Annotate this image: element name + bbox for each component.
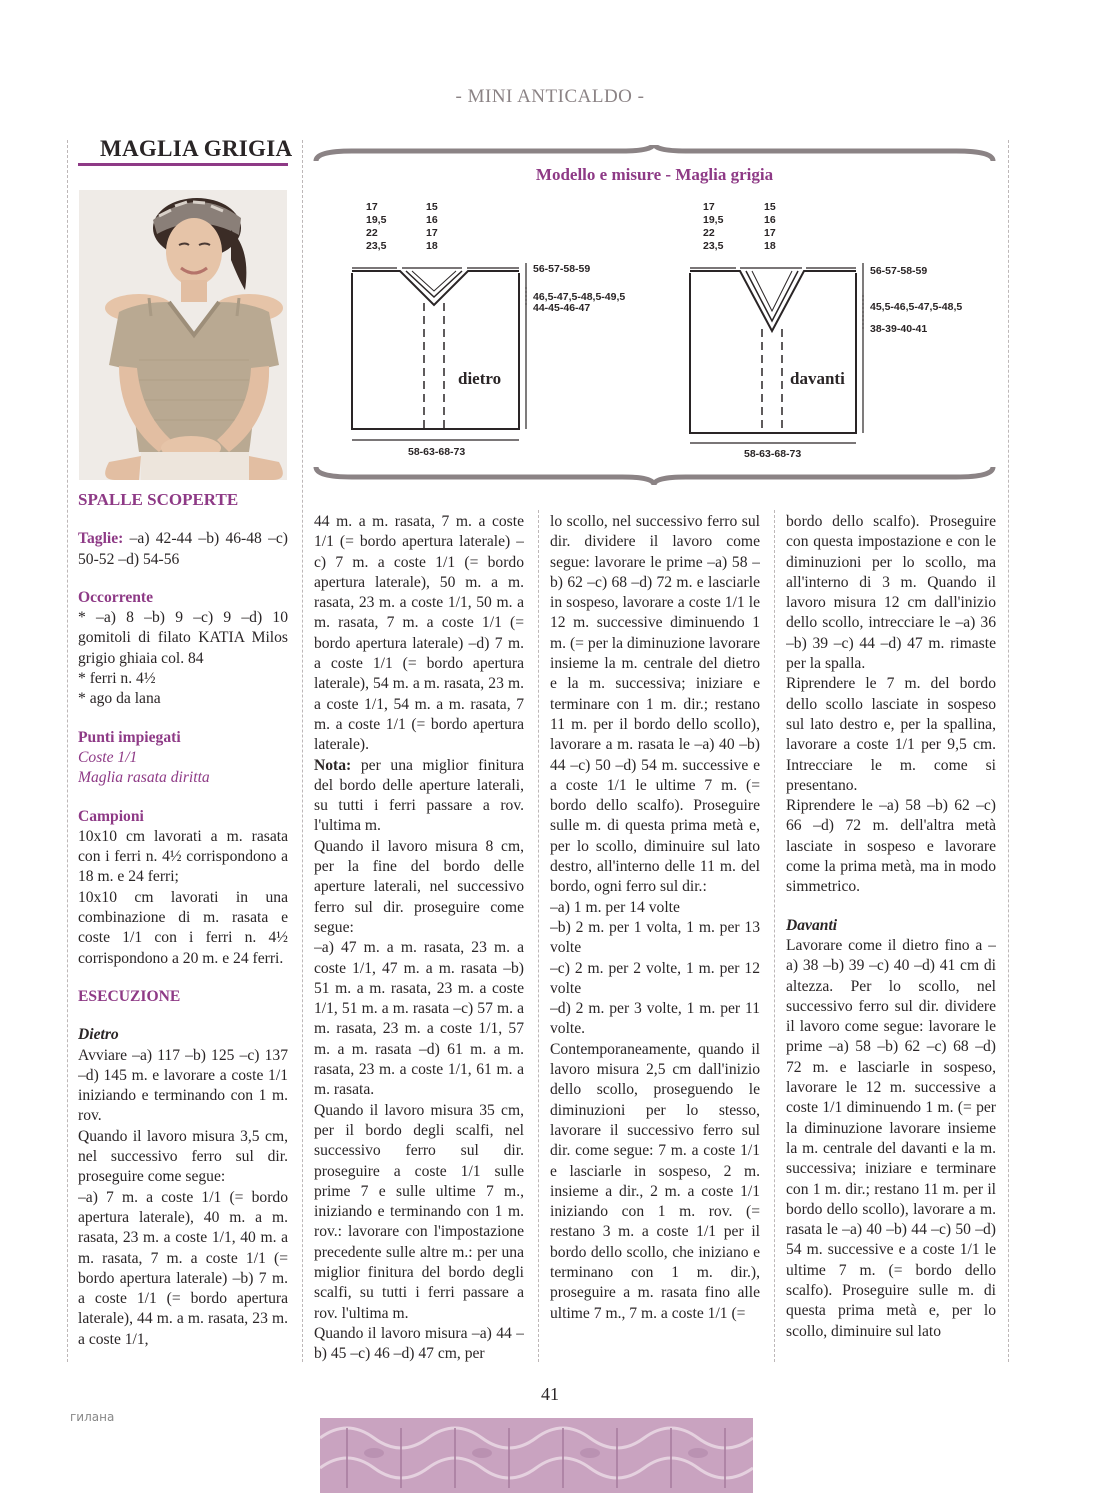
front-shoulder-3: 22 — [703, 227, 715, 239]
back-shoulder-4: 23,5 — [366, 240, 387, 252]
text-column-1 — [78, 490, 288, 1370]
page-header: - MINI ANTICALDO - — [455, 86, 645, 107]
occorrente-heading: Occorrente — [78, 588, 154, 606]
front-bottom-measure: 58-63-68-73 — [744, 448, 802, 460]
occorrente-item: * ferri n. 4½ — [78, 670, 156, 688]
paragraph: Lavorare come il dietro fino a –a) 38 –b) 39 –c) 40 –d) 41 cm di altezza. Per lo scollo, nel successivo ferro sul dir. dividere il lavoro come segue: lavorare le prime –a) 58 –b) 62 –c) 68 –d) 72 m. e lasciarle in sospeso, lavorare le 12 m. successive a coste 1/1 diminuendo 1 m. (= per la diminuzione lavorare insieme la m. centrale del davanti e la m. successiva; iniziare e terminare con 1 m. dir.; restano 11 m. per il bordo dello scollo), lavorare a m. rasata le –a) 40 –b) 44 –c) 50 –d) 54 m. successive e a coste 1/1 le ultime 7 m. (= bordo dello scalfo). Proseguire sulle m. di questa prima metà e, per lo scollo, diminuire sul lato — [786, 936, 996, 1340]
paragraph: –d) 2 m. per 3 volte, 1 m. per 11 volte. — [550, 1000, 760, 1038]
text-column-2 — [314, 512, 524, 1364]
paragraph: Riprendere le 7 m. del bordo dello scollo lasciate in sospeso sul lato destro e, per la spallina, lavorare a coste 1/1 per 9,5 cm. Intrecciare le m. come si presentano. — [786, 675, 996, 794]
column-rule — [538, 510, 539, 1362]
back-neck-2: 16 — [426, 214, 438, 226]
sizes-text: –a) 42-44 –b) 46-48 –c) 50-52 –d) 54-56 — [78, 530, 288, 568]
paragraph: –b) 2 m. per 1 volta, 1 m. per 13 volte — [550, 918, 760, 957]
occorrente-item: * –a) 8 –b) 9 –c) 9 –d) 10 gomitoli di filato KATIA Milos grigio ghiaia col. 84 — [78, 609, 288, 667]
paragraph: –c) 2 m. per 2 volte, 1 m. per 12 volte — [550, 959, 760, 997]
davanti-heading: Davanti — [786, 916, 838, 934]
back-top-measure: 56-57-58-59 — [533, 263, 591, 275]
column-rule — [67, 140, 68, 1362]
page-number: 41 — [541, 1384, 559, 1404]
paragraph: Quando il lavoro misura 8 cm, per la fine del bordo delle aperture laterali, nel successivo ferro sul dir. proseguire come segue: — [314, 837, 524, 936]
frame-bottom — [316, 467, 993, 485]
back-piece — [352, 201, 625, 458]
paragraph: bordo dello scalfo). Proseguire con questa impostazione e con le diminuzioni per lo scollo, ma all'interno di 3 m. Quando il lavoro misura 12 cm dall'inizio dello scollo, intrecciare le –a) 36 –b) 39 –c) 44 –d) 47 m. rimaste per la spalla. — [786, 513, 996, 673]
article-title: MAGLIA GRIGIA — [100, 136, 293, 161]
paragraph: Contemporaneamente, quando il lavoro misura 2,5 cm dall'inizio dello scollo, proseguendo le diminuzioni per lo stesso, lavorare il successivo ferro sul dir. come segue: 7 m. a coste 1/1 e lasciarle in sospeso, 2 m. insieme a dir., 2 m. a coste 1/1 iniziando con 1 m. rov. (= restano 3 m. a coste 1/1 per il bordo dello scollo, che iniziano e terminano con 1 m. dir.), proseguire a m. rasata fino alle ultime 7 m., 7 m. a coste 1/1 (= — [550, 1040, 760, 1322]
back-label: dietro — [458, 369, 502, 388]
knit-swatch-image — [320, 1418, 753, 1493]
watermark-text: гилана — [70, 1410, 115, 1424]
esecuzione-heading: ESECUZIONE — [78, 987, 181, 1005]
front-top-measure: 56-57-58-59 — [870, 265, 928, 277]
campioni-heading: Campioni — [78, 807, 144, 825]
front-shoulder-2: 19,5 — [703, 214, 724, 226]
front-piece — [690, 201, 962, 460]
front-side-measure-2: 38-39-40-41 — [870, 323, 928, 335]
text-column-3 — [550, 512, 760, 1364]
paragraph: lo scollo, nel successivo ferro sul dir. dividere il lavoro come segue: lavorare le prime –a) 58 –b) 62 –c) 68 –d) 72 m. e lasciarle in sospeso, lavorare a coste 1/1 le 12 m. successive diminuendo 1 m. (= per la diminuzione lavorare insieme la m. centrale del dietro e la m. successiva; iniziare e terminare con 1 m. dir.; restano 11 m. per il bordo dello scollo), lavorare a m. rasata le –a) 40 –b) 44 –c) 50 –d) 54 m. successive e a coste 1/1 le ultime 7 m. (= bordo dello scalfo). Proseguire sulle m. di questa prima metà e, per lo scollo, diminuire sul lato destro, all'interno delle 11 m. del bordo, ogni ferro sul dir.: — [550, 513, 760, 896]
front-neck-3: 17 — [764, 227, 776, 239]
front-neck-2: 16 — [764, 214, 776, 226]
column-rule — [302, 140, 303, 1362]
campioni-text: 10x10 cm lavorati a m. rasata con i ferri n. 4½ corrispondono a 18 m. e 24 ferri; — [78, 827, 288, 886]
dietro-text: Avviare –a) 117 –b) 125 –c) 137 –d) 145 m. e lavorare a coste 1/1 iniziando e terminando con 1 m. rov. — [78, 1046, 288, 1125]
punti-item: Coste 1/1 — [78, 748, 138, 766]
front-neck-1: 15 — [764, 201, 776, 213]
nota-label: Nota: — [314, 756, 352, 774]
back-neck-4: 18 — [426, 240, 438, 252]
back-shoulder-1: 17 — [366, 201, 378, 213]
punti-item: Maglia rasata diritta — [78, 769, 210, 787]
dietro-text: Quando il lavoro misura 3,5 cm, nel successivo ferro sul dir. proseguire come segue: — [78, 1127, 288, 1186]
paragraph: –a) 47 m. a m. rasata, 23 m. a coste 1/1, 47 m. a m. rasata –b) 51 m. a m. rasata, 23 m. a coste 1/1, 51 m. a m. rasata –c) 57 m. a m. rasata, 23 m. a coste 1/1, 57 m. a m. rasata –d) 61 m. a m. rasata, 23 m. a coste 1/1, 61 m. a m. rasata. — [314, 939, 524, 1099]
paragraph: Riprendere le –a) 58 –b) 62 –c) 66 –d) 72 m. dell'altra metà lasciate in sospeso e lavorare come la prima metà, ma in modo simmetrico. — [786, 797, 996, 896]
paragraph: –a) 1 m. per 14 volte — [550, 898, 680, 916]
front-label: davanti — [790, 369, 845, 388]
sizes-label: Taglie: — [78, 530, 124, 548]
back-neck-3: 17 — [426, 227, 438, 239]
column-rule — [1008, 140, 1009, 1362]
nota-text: per una miglior finitura del bordo delle aperture laterali, su tutti i ferri passare a rov. l'ultima m. — [314, 756, 524, 835]
occorrente-item: * ago da lana — [78, 690, 161, 708]
front-side-measure-1: 45,5-46,5-47,5-48,5 — [870, 301, 963, 313]
dietro-heading: Dietro — [78, 1026, 119, 1044]
campioni-text: 10x10 cm lavorati in una combinazione di m. rasata e coste 1/1 con i ferri n. 4½ corrispondono a 20 m. e 24 ferri. — [78, 888, 288, 967]
model-photo — [79, 190, 287, 480]
paragraph: Quando il lavoro misura –a) 44 –b) 45 –c) 46 –d) 47 cm, per — [314, 1324, 524, 1363]
back-shoulder-2: 19,5 — [366, 214, 387, 226]
front-neck-4: 18 — [764, 240, 776, 252]
back-side-measure-1: 46,5-47,5-48,5-49,5 — [533, 291, 626, 303]
punti-heading: Punti impiegati — [78, 728, 181, 746]
dietro-text: –a) 7 m. a coste 1/1 (= bordo apertura laterale), 40 m. a m. rasata, 23 m. a coste 1/1, 40 m. a m. rasata, 7 m. a coste 1/1 (= bordo apertura laterale) –b) 7 m. a coste 1/1 (= bordo apertura laterale), 44 m. a m. rasata, 23 m. a coste 1/1, — [78, 1188, 288, 1348]
back-bottom-measure: 58-63-68-73 — [408, 446, 466, 458]
paragraph: Quando il lavoro misura 35 cm, per il bordo degli scalfi, nel successivo ferro sul dir. proseguire a coste 1/1 sulle prime 7 e sulle ultime 7 m., iniziando e terminando con 1 m. rov.: lavorare con l'impostazione precedente sulle altre m.: per una miglior finitura del bordo degli scalfi, su tutti i ferri passare a rov. l'ultima m. — [314, 1101, 524, 1322]
title-underline — [78, 163, 288, 166]
front-shoulder-1: 17 — [703, 201, 715, 213]
back-neck-1: 15 — [426, 201, 438, 213]
back-shoulder-3: 22 — [366, 227, 378, 239]
text-column-4 — [786, 512, 996, 1364]
front-shoulder-4: 23,5 — [703, 240, 724, 252]
diagram-title: Modello e misure - Maglia grigia — [535, 165, 774, 184]
schematic-diagram — [312, 145, 997, 490]
column-rule — [774, 510, 775, 1362]
frame-top — [316, 145, 993, 161]
back-side-measure-2: 44-45-46-47 — [533, 302, 591, 314]
subtitle: SPALLE SCOPERTE — [78, 490, 239, 509]
paragraph: 44 m. a m. rasata, 7 m. a coste 1/1 (= bordo apertura laterale) –c) 7 m. a coste 1/1 (= bordo apertura laterale), 50 m. a m. rasata, 23 m. a coste 1/1, 50 m. a m. rasata, 7 m. a coste 1/1 (= bordo apertura laterale) –d) 7 m. a coste 1/1 (= bordo apertura laterale), 54 m. a m. rasata, 23 m. a coste 1/1, 54 m. a m. rasata, 7 m. a coste 1/1 (= bordo apertura laterale). — [314, 513, 524, 754]
